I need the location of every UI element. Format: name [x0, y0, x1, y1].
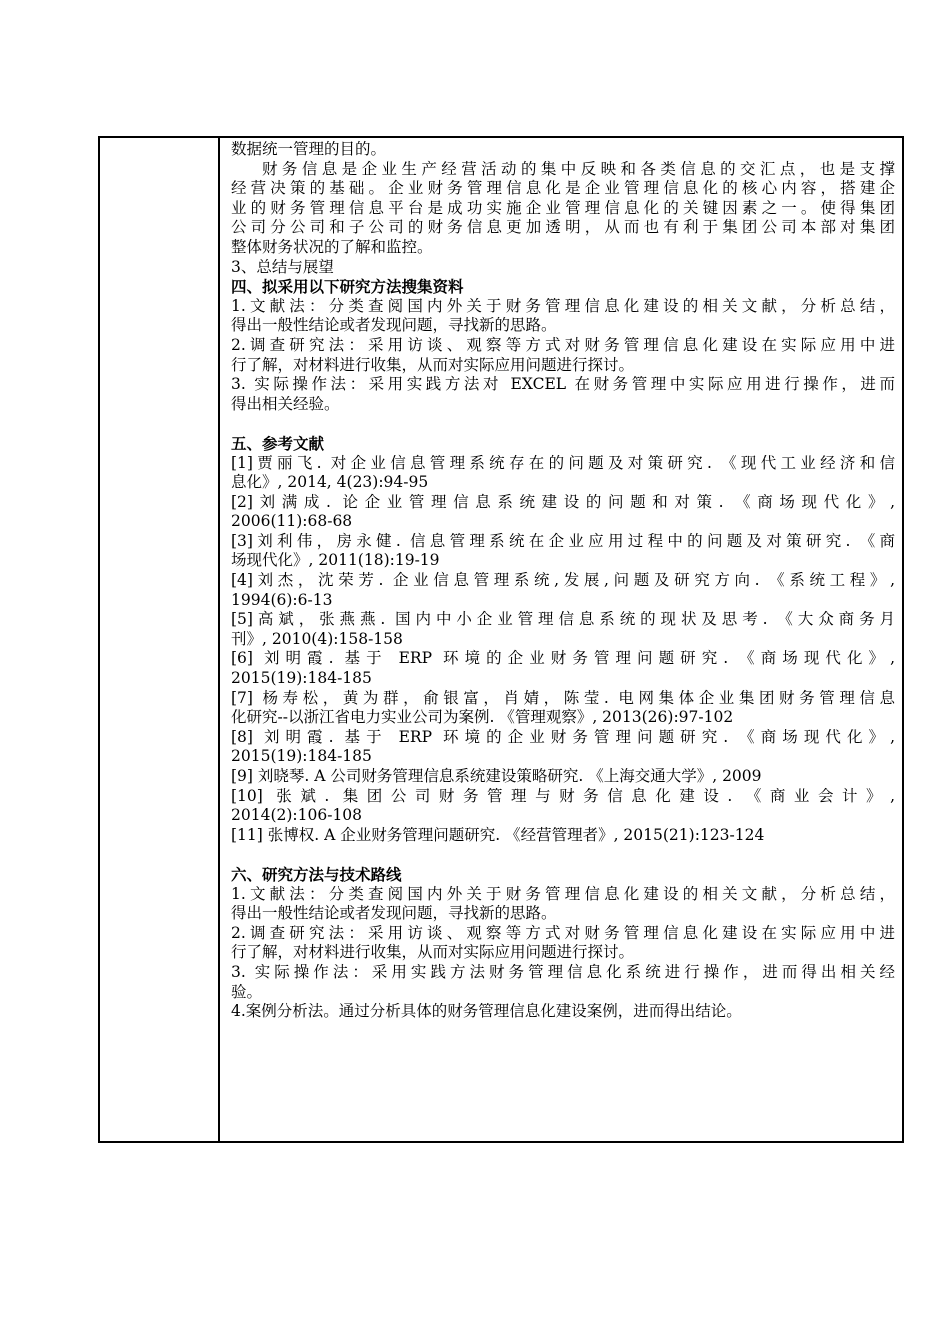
reference-item: [6] 刘明霞. 基于 ERP 环境的企业财务管理问题研究. 《商场现代化》, — [231, 649, 895, 668]
reference-item-cont: 2006(11):68-68 — [231, 512, 353, 531]
method-item: 3. 实际操作法：采用实践方法财务管理信息化系统进行操作，进而得出相关经 — [231, 962, 895, 981]
method-item: 2.调查研究法：采用访谈、观察等方式对财务管理信息化建设在实际应用中进 — [231, 335, 895, 354]
reference-item: [9] 刘晓琴. A 公司财务管理信息系统建设策略研究. 《上海交通大学》, 2009 — [231, 767, 762, 785]
reference-item-cont: 化研究--以浙江省电力实业公司为案例. 《管理观察》, 2013(26):97-102 — [231, 708, 734, 727]
reference-item: [1]贾丽飞. 对企业信息管理系统存在的问题及对策研究. 《现代工业经济和信 — [231, 453, 895, 472]
reference-item-cont: 场现代化》, 2011(18):19-19 — [231, 551, 440, 570]
reference-item: [4]刘杰，沈荣芳. 企业信息管理系统,发展,问题及研究方向. 《系统工程》, — [231, 571, 895, 590]
method-item-cont: 验。 — [231, 982, 263, 1001]
reference-item: [10] 张斌. 集团公司财务管理与财务信息化建设. 《商业会计》, — [231, 786, 895, 805]
section-heading-5: 五、参考文献 — [231, 433, 325, 453]
method-item-cont: 得出相关经验。 — [231, 394, 340, 413]
reference-item: [8] 刘明霞. 基于 ERP 环境的企业财务管理问题研究. 《商场现代化》, — [231, 727, 895, 746]
method-item-cont: 得出一般性结论或者发现问题，寻找新的思路。 — [231, 316, 557, 335]
text-line: 整体财务状况的了解和监控。 — [231, 237, 433, 256]
section-heading-6: 六、研究方法与技术路线 — [231, 864, 402, 884]
reference-item: [2]刘满成. 论企业管理信息系统建设的问题和对策. 《商场现代化》, — [231, 492, 895, 511]
subsection-title: 3、总结与展望 — [231, 257, 334, 276]
reference-item: [7] 杨寿松，黄为群，俞银富，肖婧，陈莹. 电网集体企业集团财务管理信息 — [231, 688, 895, 707]
reference-item: [5]高斌，张燕燕. 国内中小企业管理信息系统的现状及思考. 《大众商务月 — [231, 610, 895, 629]
reference-item-cont: 刊》, 2010(4):158-158 — [231, 629, 403, 648]
method-item: 1.文献法：分类查阅国内外关于财务管理信息化建设的相关文献，分析总结， — [231, 884, 895, 903]
document-table — [98, 136, 904, 1143]
method-item: 4.案例分析法。通过分析具体的财务管理信息化建设案例，进而得出结论。 — [231, 1002, 742, 1021]
method-item-cont: 得出一般性结论或者发现问题，寻找新的思路。 — [231, 904, 557, 923]
text-line: 经营决策的基础。企业财务管理信息化是企业管理信息化的核心内容，搭建企 — [231, 179, 895, 198]
text-line: 业的财务管理信息平台是成功实施企业管理信息化的关键因素之一。使得集团 — [231, 198, 895, 217]
reference-item-cont: 息化》, 2014, 4(23):94-95 — [231, 473, 429, 492]
method-item: 3. 实际操作法：采用实践方法对 EXCEL 在财务管理中实际应用进行操作，进而 — [231, 375, 895, 394]
text-line: 数据统一管理的目的。 — [231, 140, 387, 158]
reference-item-cont: 2014(2):106-108 — [231, 806, 363, 825]
method-item: 2.调查研究法：采用访谈、观察等方式对财务管理信息化建设在实际应用中进 — [231, 923, 895, 942]
method-item-cont: 行了解，对材料进行收集，从而对实际应用问题进行探讨。 — [231, 943, 635, 962]
reference-item: [3]刘利伟，房永健. 信息管理系统在企业应用过程中的问题及对策研究. 《商 — [231, 531, 895, 550]
content-cell — [231, 140, 895, 1022]
section-heading-4: 四、拟采用以下研究方法搜集资料 — [231, 277, 464, 297]
reference-item-cont: 2015(19):184-185 — [231, 747, 372, 766]
paragraph-first-line: 财务信息是企业生产经营活动的集中反映和各类信息的交汇点，也是支撑 — [262, 159, 895, 178]
spacer — [231, 845, 895, 865]
reference-item-cont: 1994(6):6-13 — [231, 590, 333, 609]
reference-item-cont: 2015(19):184-185 — [231, 669, 372, 688]
spacer — [231, 414, 895, 434]
label-cell — [100, 138, 220, 1141]
text-line: 公司分公司和子公司的财务信息更加透明，从而也有利于集团公司本部对集团 — [231, 218, 895, 237]
method-item-cont: 行了解，对材料进行收集，从而对实际应用问题进行探讨。 — [231, 355, 635, 374]
method-item: 1.文献法：分类查阅国内外关于财务管理信息化建设的相关文献，分析总结， — [231, 296, 895, 315]
reference-item: [11] 张博权. A 企业财务管理问题研究. 《经营管理者》, 2015(21):123-124 — [231, 825, 765, 844]
